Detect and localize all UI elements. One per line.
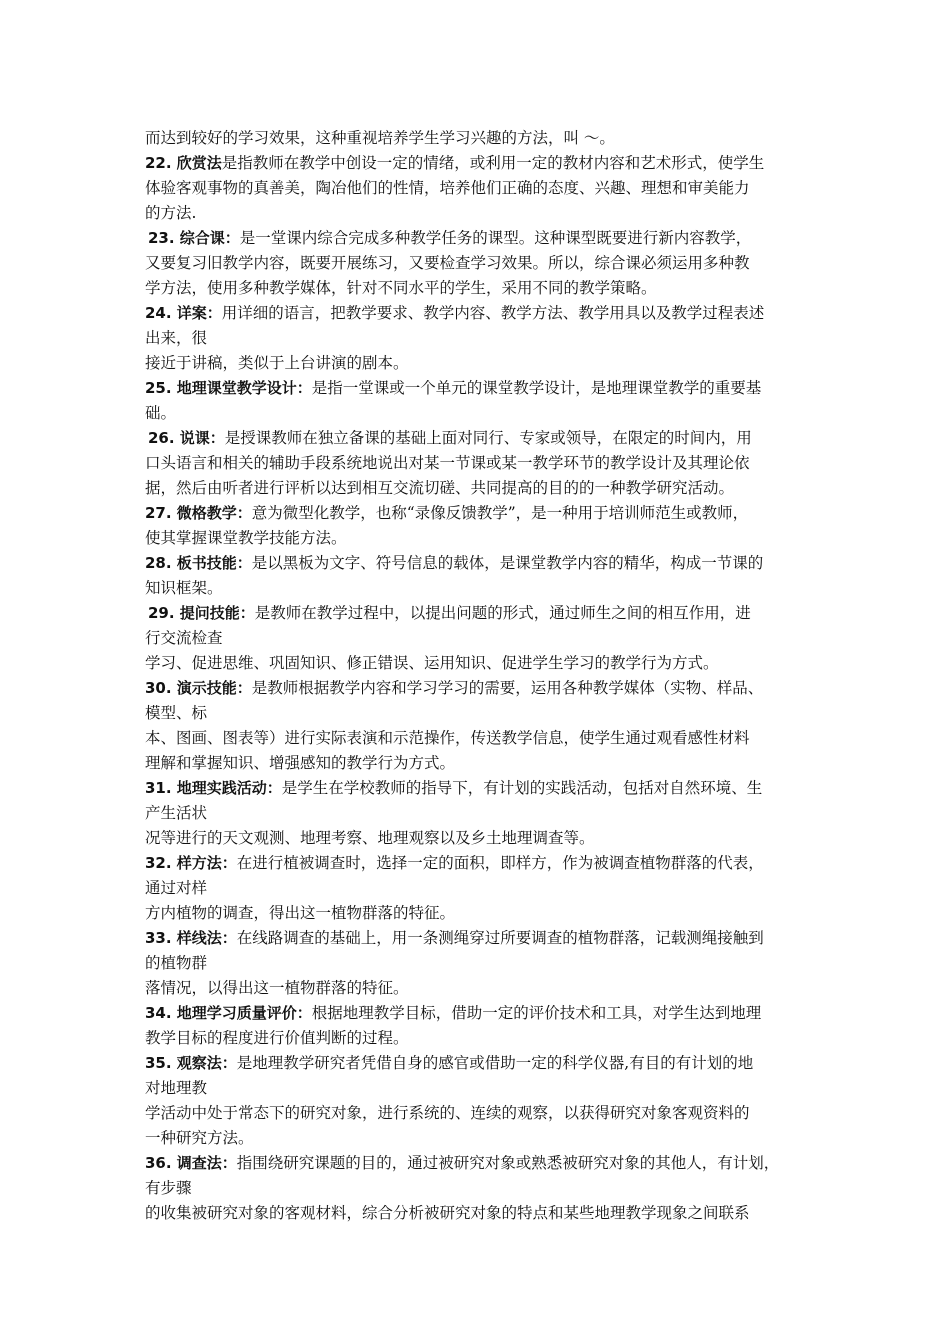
text-line: 出来，很 — [145, 329, 208, 347]
text-line: 据，然后由听者进行评析以达到相互交流切磋、共同提高的目的的一种教学研究活动。 — [145, 479, 735, 497]
text-line: 产生活状 — [145, 804, 208, 822]
term-line-35: 35. 观察法：是地理教学研究者凭借自身的感官或借助一定的科学仪器,有目的有计划的地 — [145, 1054, 754, 1072]
text-line: 体验客观事物的真善美，陶冶他们的性情，培养他们正确的态度、兴趣、理想和审美能力 — [145, 179, 750, 197]
text-line: 学方法，使用多种教学媒体，针对不同水平的学生，采用不同的教学策略。 — [145, 279, 657, 297]
term-label: 35. 观察法： — [145, 1054, 237, 1072]
text-line: 口头语言和相关的辅助手段系统地说出对某一节课或某一教学环节的教学设计及其理论依 — [145, 454, 750, 472]
term-line-28: 28. 板书技能：是以黑板为文字、符号信息的载体，是课堂教学内容的精华，构成一节课的 — [145, 554, 764, 572]
text-line: 落情况，以得出这一植物群落的特征。 — [145, 979, 409, 997]
term-label: 32. 样方法： — [145, 854, 237, 872]
term-line-24: 24. 详案：用详细的语言，把教学要求、教学内容、教学方法、教学用具以及教学过程表述 — [145, 304, 765, 322]
text-line: 本、图画、图表等）进行实际表演和示范操作，传送教学信息，使学生通过观看感性材料 — [145, 729, 750, 747]
term-line-26: 26. 说课：是授课教师在独立备课的基础上面对同行、专家或领导，在限定的时间内，用 — [148, 429, 752, 447]
text-line: 使其掌握课堂教学技能方法。 — [145, 529, 347, 547]
text-line: 行交流检查 — [145, 629, 223, 647]
text-line: 有步骤 — [145, 1179, 192, 1197]
term-label: 29. 提问技能： — [148, 604, 255, 622]
text-line: 对地理教 — [145, 1079, 208, 1097]
term-line-30: 30. 演示技能：是教师根据教学内容和学习学习的需要，运用各种教学媒体（实物、样品、 — [145, 679, 764, 697]
text-line: 通过对样 — [145, 879, 208, 897]
text-line: 接近于讲稿，类似于上台讲演的剧本。 — [145, 354, 409, 372]
term-label: 26. 说课： — [148, 429, 225, 447]
term-line-31: 31. 地理实践活动：是学生在学校教师的指导下，有计划的实践活动，包括对自然环境、生 — [145, 779, 763, 797]
text-line: 教学目标的程度进行价值判断的过程。 — [145, 1029, 409, 1047]
text-line: 况等进行的天文观测、地理考察、地理观察以及乡土地理调查等。 — [145, 829, 595, 847]
text-line: 学习、促进思维、巩固知识、修正错误、运用知识、促进学生学习的教学行为方式。 — [145, 654, 719, 672]
term-label: 36. 调查法： — [145, 1154, 237, 1172]
term-label: 30. 演示技能： — [145, 679, 252, 697]
term-label: 23. 综合课： — [148, 229, 240, 247]
term-line-29: 29. 提问技能：是教师在教学过程中，以提出问题的形式，通过师生之间的相互作用，进 — [148, 604, 751, 622]
term-line-32: 32. 样方法：在进行植被调查时，选择一定的面积，即样方，作为被调查植物群落的代表， — [145, 854, 764, 872]
term-line-22: 22. 欣赏法是指教师在教学中创设一定的情绪，或利用一定的教材内容和艺术形式，使学生 — [145, 154, 765, 172]
text-line: 一种研究方法。 — [145, 1129, 254, 1147]
term-label: 28. 板书技能： — [145, 554, 252, 572]
text-line: 又要复习旧教学内容，既要开展练习，又要检查学习效果。所以，综合课必须运用多种教 — [145, 254, 750, 272]
term-line-25: 25. 地理课堂教学设计：是指一堂课或一个单元的课堂教学设计，是地理课堂教学的重要基 — [145, 379, 762, 397]
text-line: 知识框架。 — [145, 579, 223, 597]
term-label: 31. 地理实践活动： — [145, 779, 282, 797]
term-line-34: 34. 地理学习质量评价：根据地理教学目标，借助一定的评价技术和工具，对学生达到地理 — [145, 1004, 762, 1022]
text-line: 础。 — [145, 404, 177, 422]
term-label: 27. 微格教学： — [145, 504, 252, 522]
term-line-36: 36. 调查法：指围绕研究课题的目的，通过被研究对象或熟悉被研究对象的其他人，有计划， — [145, 1154, 780, 1172]
term-label: 33. 样线法： — [145, 929, 237, 947]
document-body — [145, 126, 810, 1226]
term-label: 22. 欣赏法 — [145, 154, 222, 172]
term-label: 34. 地理学习质量评价： — [145, 1004, 312, 1022]
text-line: 模型、标 — [145, 704, 208, 722]
term-label: 24. 详案： — [145, 304, 222, 322]
text-line: 理解和掌握知识、增强感知的教学行为方式。 — [145, 754, 456, 772]
text-line: 的收集被研究对象的客观材料，综合分析被研究对象的特点和某些地理教学现象之间联系 — [145, 1204, 750, 1222]
term-line-23: 23. 综合课：是一堂课内综合完成多种教学任务的课型。这种课型既要进行新内容教学， — [148, 229, 752, 247]
term-line-27: 27. 微格教学：意为微型化教学，也称“录像反馈教学”，是一种用于培训师范生或教师， — [145, 504, 749, 522]
text-line: 而达到较好的学习效果，这种重视培养学生学习兴趣的方法，叫 ～。 — [145, 129, 615, 147]
text-line: 方内植物的调查，得出这一植物群落的特征。 — [145, 904, 456, 922]
text-line: 的方法. — [145, 204, 197, 222]
text-line: 的植物群 — [145, 954, 208, 972]
term-label: 25. 地理课堂教学设计： — [145, 379, 312, 397]
text-line: 学活动中处于常态下的研究对象，进行系统的、连续的观察，以获得研究对象客观资料的 — [145, 1104, 750, 1122]
term-line-33: 33. 样线法：在线路调查的基础上，用一条测绳穿过所要调查的植物群落，记载测绳接触到 — [145, 929, 764, 947]
